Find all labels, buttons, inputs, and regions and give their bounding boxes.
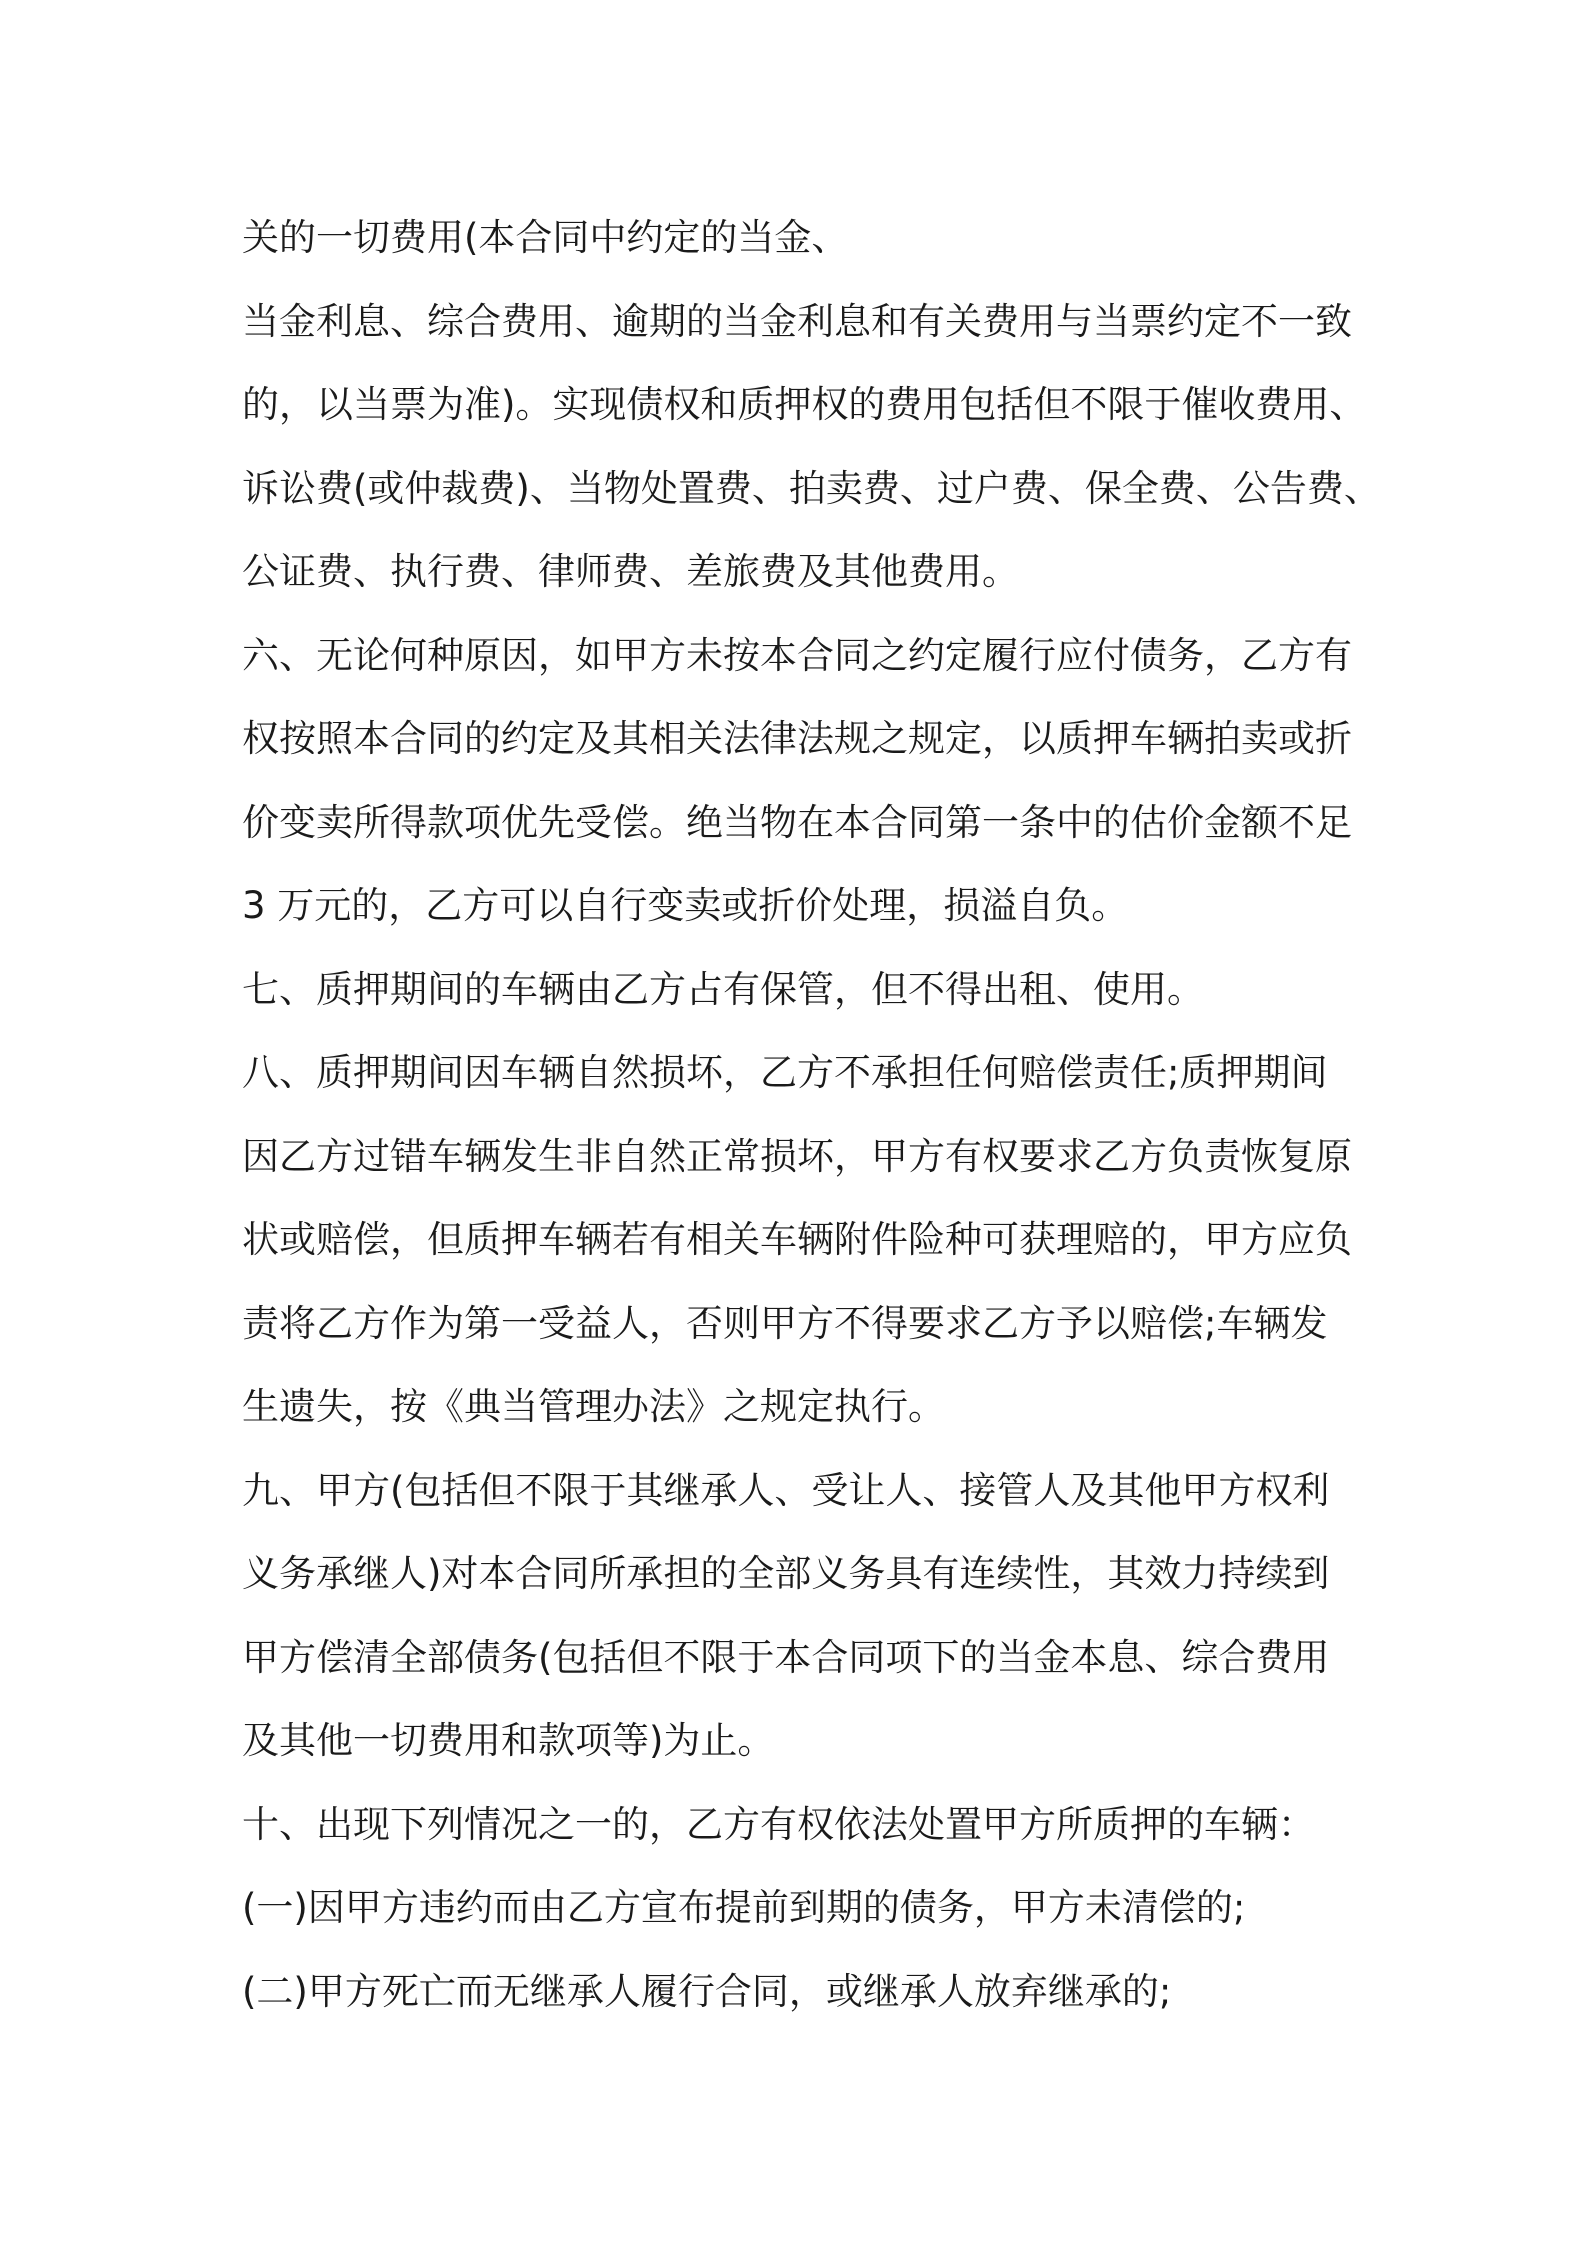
clause-8-line-5: 生遗失，按《典当管理办法》之规定执行。	[242, 1385, 945, 1428]
clause-9-line-1: 九、甲方(包括但不限于其继承人、受让人、接管人及其他甲方权利	[242, 1468, 1330, 1512]
clause-9-line-2: 义务承继人)对本合同所承担的全部义务具有连续性，其效力持续到	[242, 1552, 1330, 1595]
clause-8-line-2: 因乙方过错车辆发生非自然正常损坏，甲方有权要求乙方负责恢复原	[242, 1134, 1352, 1178]
text-line-3: 的，以当票为准)。实现债权和质押权的费用包括但不限于催收费用、	[242, 383, 1367, 426]
clause-8-line-4: 责将乙方作为第一受益人，否则甲方不得要求乙方予以赔偿;车辆发	[242, 1301, 1328, 1345]
clause-10-item-1: (一)因甲方违约而由乙方宣布提前到期的债务，甲方未清偿的;	[242, 1886, 1246, 1929]
clause-8-line-3: 状或赔偿，但质押车辆若有相关车辆附件险种可获理赔的，甲方应负	[242, 1218, 1352, 1261]
text-line-5: 公证费、执行费、律师费、差旅费及其他费用。	[242, 550, 1019, 593]
clause-8-line-1: 八、质押期间因车辆自然损坏，乙方不承担任何赔偿责任;质押期间	[242, 1051, 1328, 1094]
clause-6-line-1: 六、无论何种原因，如甲方未按本合同之约定履行应付债务，乙方有	[242, 633, 1352, 677]
clause-9-line-4: 及其他一切费用和款项等)为止。	[242, 1719, 775, 1762]
contract-text-body	[242, 196, 1381, 2033]
text-line-2: 当金利息、综合费用、逾期的当金利息和有关费用与当票约定不一致	[242, 299, 1352, 343]
clause-7-line-1: 七、质押期间的车辆由乙方占有保管，但不得出租、使用。	[242, 967, 1204, 1011]
clause-6-line-2: 权按照本合同的约定及其相关法律法规之规定，以质押车辆拍卖或折	[242, 717, 1352, 760]
text-line-1: 关的一切费用(本合同中约定的当金、	[242, 216, 849, 259]
clause-6-line-3: 价变卖所得款项优先受偿。绝当物在本合同第一条中的估价金额不足	[242, 800, 1352, 844]
clause-9-line-3: 甲方偿清全部债务(包括但不限于本合同项下的当金本息、综合费用	[242, 1635, 1330, 1679]
text-line-4: 诉讼费(或仲裁费)、当物处置费、拍卖费、过户费、保全费、公告费、	[242, 466, 1381, 510]
clause-6-line-4: 3 万元的，乙方可以自行变卖或折价处理，损溢自负。	[242, 884, 1129, 927]
clause-10-item-2: (二)甲方死亡而无继承人履行合同，或继承人放弃继承的;	[242, 1969, 1172, 2013]
clause-10-line-1: 十、出现下列情况之一的，乙方有权依法处置甲方所质押的车辆：	[242, 1802, 1315, 1846]
